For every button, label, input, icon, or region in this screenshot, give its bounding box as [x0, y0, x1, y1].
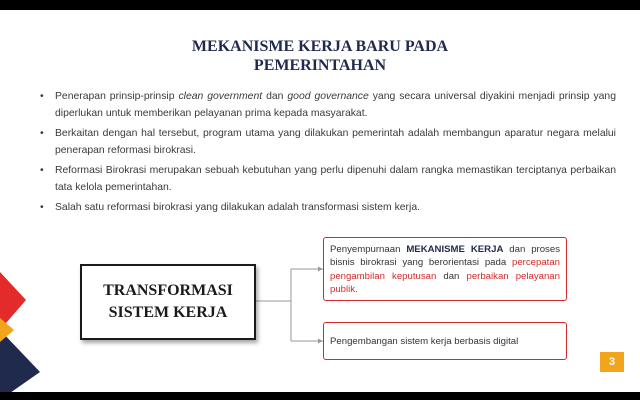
bullet-dot: •	[40, 91, 44, 102]
bullet-1-italic-good-governance: good governance	[287, 91, 369, 102]
bullet-dot: •	[40, 128, 44, 139]
box1-text-pre: Penyempurnaan	[330, 244, 407, 255]
box1-red-perbaikan: perbaikan pelayanan publik.	[330, 270, 560, 295]
bullet-1-text-c: yang secara universal diyakini menjadi prinsip yang diperlukan untuk memberikan pelayanan prima kepada masyarakat.	[55, 91, 616, 119]
letterbox-top	[0, 0, 640, 10]
bullet-1-text-a: Penerapan prinsip-prinsip	[55, 91, 179, 102]
transform-box-line-2: SISTEM KERJA	[108, 304, 228, 321]
connector-branches	[291, 269, 323, 341]
title-line-1: MEKANISME KERJA BARU PADA	[191, 38, 449, 55]
bullet-dot: •	[40, 202, 44, 213]
title-line-2: PEMERINTAHAN	[253, 57, 387, 74]
transform-box-line-1: TRANSFORMASI	[103, 282, 233, 299]
sistem-kerja-digital-box	[323, 322, 567, 360]
letterbox-bottom	[0, 392, 640, 400]
box1-text-mid: dan proses bisnis birokrasi yang berorientasi pada	[330, 244, 560, 269]
navy-triangle-shape	[0, 330, 40, 400]
page-title	[0, 37, 640, 75]
page-number-badge: 3	[600, 352, 624, 372]
orange-triangle-shape	[0, 318, 14, 342]
bullet-2-text: Berkaitan dengan hal tersebut, program utama yang dilakukan pemerintah adalah membangun aparatur negara melalui penerapan reformasi birokrasi.	[55, 128, 616, 156]
bullet-1-italic-clean-government: clean government	[178, 91, 263, 102]
transformasi-sistem-kerja-box	[80, 264, 256, 340]
box1-text-mid2: dan	[436, 270, 467, 282]
bullet-item-1	[40, 88, 616, 122]
bullet-dot: •	[40, 165, 44, 176]
mekanisme-kerja-box	[323, 237, 567, 301]
bullet-list	[40, 88, 616, 219]
box1-red-percepatan: percepatan pengambilan keputusan	[330, 257, 560, 282]
bullet-1-text-b: dan	[262, 91, 288, 102]
bullet-4-text: Salah satu reformasi birokrasi yang dilakukan adalah transformasi sistem kerja.	[55, 202, 420, 213]
box2-text: Pengembangan sistem kerja berbasis digital	[330, 335, 519, 347]
bullet-item-3	[40, 162, 616, 196]
box1-mekanisme-kerja: MEKANISME KERJA	[406, 244, 504, 255]
red-triangle-shape	[0, 272, 26, 330]
bullet-item-2	[40, 125, 616, 159]
bullet-item-4	[40, 199, 616, 216]
bullet-3-text: Reformasi Birokrasi merupakan sebuah kebutuhan yang perlu dipenuhi dalam rangka memastikan terciptanya perbaikan tata kelola pemerintahan.	[55, 165, 616, 193]
